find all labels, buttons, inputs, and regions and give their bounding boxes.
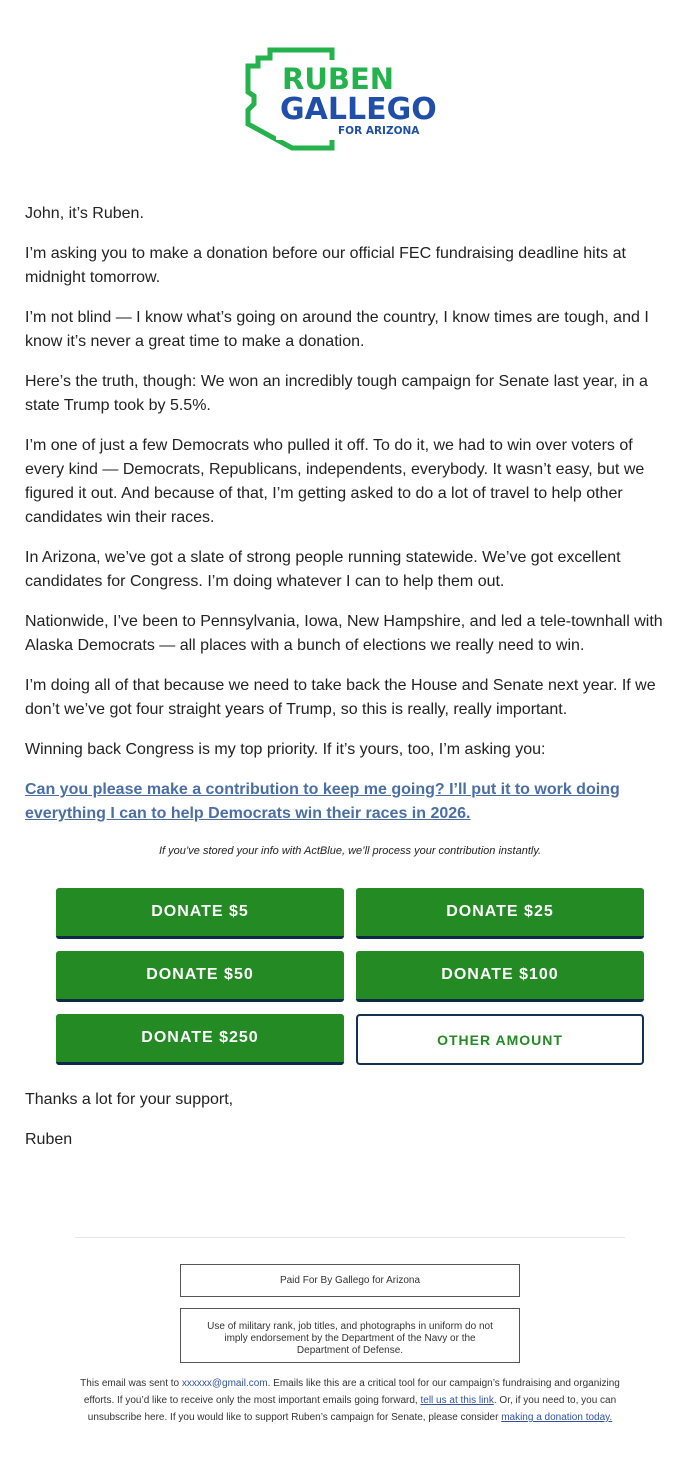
greeting: John, it’s Ruben.	[25, 205, 144, 222]
paid-for-box	[180, 1264, 520, 1297]
disclaimer-box	[180, 1308, 520, 1363]
paragraph-2: I’m not blind — I know what’s going on around the country, I know times are tough, and I know it’s never a great time to make a donation.	[25, 309, 649, 350]
footer-divider	[75, 1237, 625, 1238]
footer-text-3: . Or, if you need to, you can unsubscribe here. If you would like to support Ruben’s campaign for Senate, please consider	[87, 1395, 617, 1423]
paragraph-8: Winning back Congress is my top priority. If it’s yours, too, I’m asking you:	[25, 741, 546, 758]
donate-25-button[interactable]: DONATE $25	[356, 888, 644, 939]
contribution-cta-link[interactable]: Can you please make a contribution to keep me going? I’ll put it to work doing everything I can to help Democrats win their races in 2026.	[25, 781, 620, 822]
logo-gallego-text: GALLEGO	[280, 92, 437, 127]
footer-text	[75, 1375, 625, 1426]
disclaimer-text: Use of military rank, job titles, and photographs in uniform do not imply endorsement by the Department of the Navy or the Department of Defense.	[207, 1321, 493, 1356]
signature: Ruben	[25, 1131, 73, 1148]
footer-text-2: . Emails like this are a critical tool for our campaign’s fundraising and organizing efforts. If you’d like to receive only the most important emails going forward,	[83, 1378, 620, 1406]
paragraph-3: Here’s the truth, though: We won an incredibly tough campaign for Senate last year, in a state Trump took by 5.5%.	[25, 373, 648, 414]
thanks-text: Thanks a lot for your support,	[25, 1091, 234, 1108]
closing	[25, 1088, 675, 1168]
campaign-logo[interactable]	[240, 44, 460, 156]
logo-ruben-text: RUBEN	[282, 62, 395, 96]
donate-5-button[interactable]: DONATE $5	[56, 888, 344, 939]
email-preferences-link[interactable]: tell us at this link	[420, 1395, 494, 1406]
paragraph-1: I’m asking you to make a donation before our official FEC fundraising deadline hits at midnight tomorrow.	[25, 245, 626, 286]
paragraph-7: I’m doing all of that because we need to take back the House and Senate next year. If we don’t we’ve got four straight years of Trump, so this is really, really important.	[25, 677, 656, 718]
paragraph-5: In Arizona, we’ve got a slate of strong people running statewide. We’ve got excellent candidates for Congress. I’m doing whatever I can to help them out.	[25, 549, 621, 590]
donate-250-button[interactable]: DONATE $250	[56, 1014, 344, 1065]
arizona-state-outline-icon	[240, 44, 460, 156]
paragraph-4: I’m one of just a few Democrats who pulled it off. To do it, we had to win over voters of every kind — Democrats, Republicans, independents, everybody. It wasn’t easy, but we figured it out. And because of that, I’m getting asked to do a lot of travel to help other candidates win their races.	[25, 437, 645, 526]
footer-donation-link[interactable]: making a donation today.	[501, 1412, 613, 1423]
footer-text-1: This email was sent to	[80, 1378, 182, 1389]
donate-100-button[interactable]: DONATE $100	[356, 951, 644, 1002]
paid-for-text: Paid For By Gallego for Arizona	[279, 1274, 421, 1286]
recipient-email-link[interactable]: xxxxxx@gmail.com	[181, 1378, 268, 1389]
actblue-note: If you’ve stored your info with ActBlue, we’ll process your contribution instantly.	[158, 845, 542, 857]
paragraph-6: Nationwide, I’ve been to Pennsylvania, Iowa, New Hampshire, and led a tele-townhall with Alaska Democrats — all places with a bunch of elections we really need to win.	[25, 613, 663, 654]
other-amount-button[interactable]: OTHER AMOUNT	[356, 1014, 644, 1065]
donate-50-button[interactable]: DONATE $50	[56, 951, 344, 1002]
email-body	[25, 202, 675, 873]
logo-for-arizona-text: FOR ARIZONA	[338, 125, 420, 137]
